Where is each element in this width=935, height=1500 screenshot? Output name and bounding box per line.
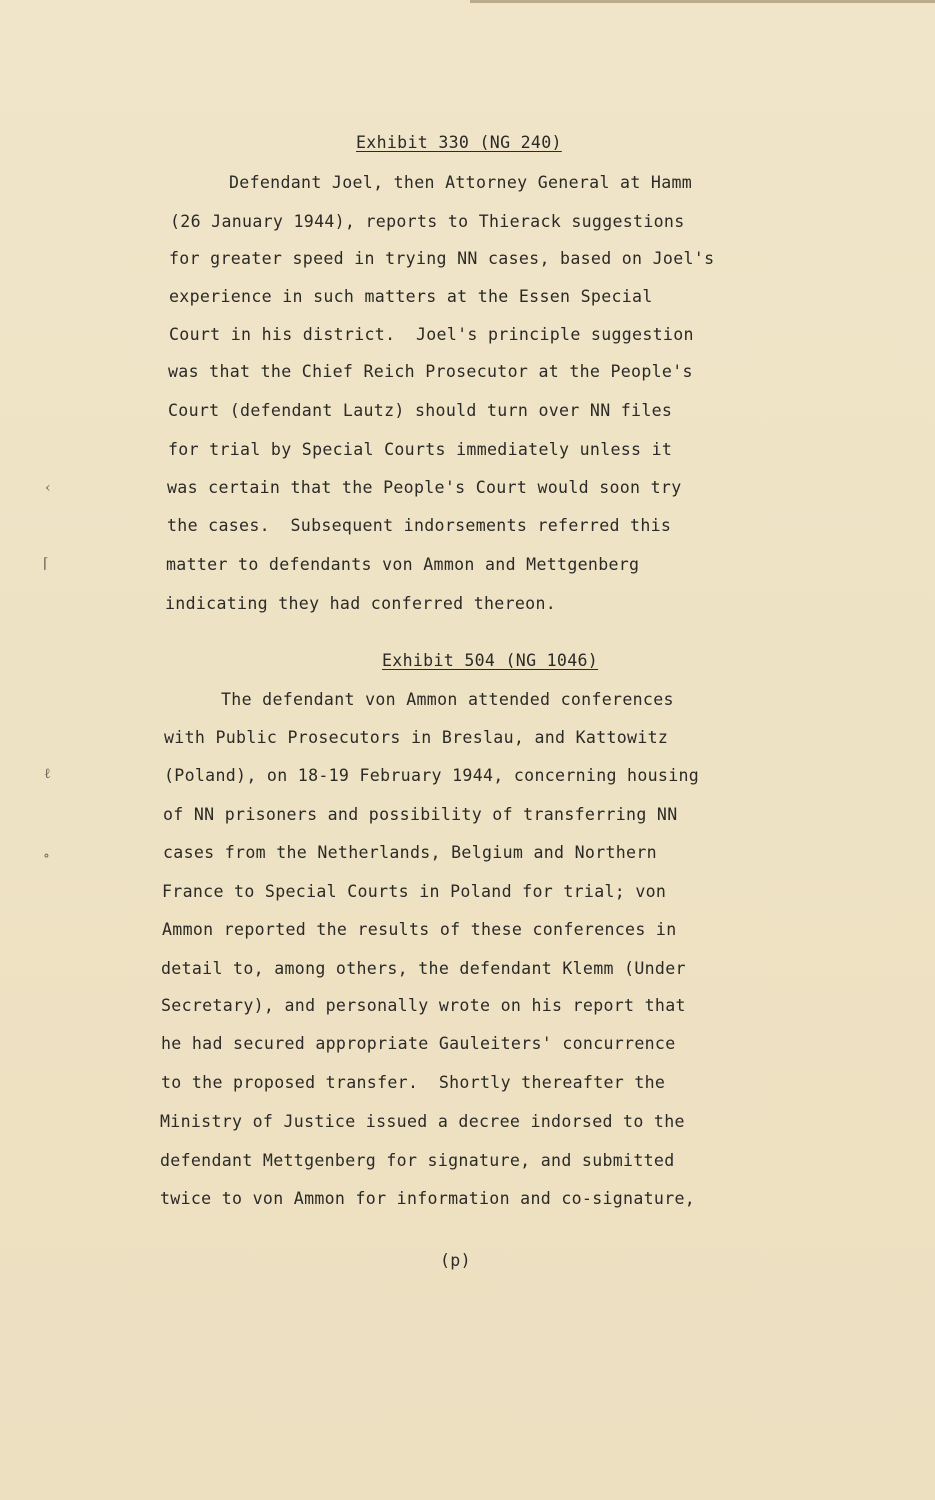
section1-line: Defendant Joel, then Attorney General at Hamm bbox=[229, 173, 693, 192]
section2-line: detail to, among others, the defendant Klemm (Under bbox=[161, 959, 686, 978]
section1-line: Court in his district. Joel's principle suggestion bbox=[169, 325, 694, 344]
margin-mark: ℓ bbox=[44, 766, 51, 782]
section1-line: (26 January 1944), reports to Thierack suggestions bbox=[170, 212, 685, 231]
section2-line: cases from the Netherlands, Belgium and Northern bbox=[163, 843, 657, 862]
page-number: (p) bbox=[440, 1251, 471, 1270]
section2-line: Ministry of Justice issued a decree indorsed to the bbox=[160, 1112, 685, 1131]
section1-line: experience in such matters at the Essen Special bbox=[169, 287, 653, 306]
section1-line: was certain that the People's Court would soon try bbox=[167, 478, 682, 497]
section2-line: of NN prisoners and possibility of transferring NN bbox=[163, 805, 678, 824]
section2-line: The defendant von Ammon attended conferences bbox=[221, 690, 674, 709]
section1-line: the cases. Subsequent indorsements referred this bbox=[167, 516, 672, 535]
section2-line: he had secured appropriate Gauleiters' concurrence bbox=[161, 1034, 676, 1053]
section1-line: Court (defendant Lautz) should turn over NN files bbox=[168, 401, 673, 420]
section2-line: with Public Prosecutors in Breslau, and Kattowitz bbox=[164, 728, 669, 747]
page-top-edge bbox=[470, 0, 935, 3]
exhibit-504-heading: Exhibit 504 (NG 1046) bbox=[382, 651, 599, 670]
section2-line: defendant Mettgenberg for signature, and submitted bbox=[160, 1151, 675, 1170]
section1-line: was that the Chief Reich Prosecutor at the People's bbox=[168, 362, 693, 381]
section1-line: matter to defendants von Ammon and Mettgenberg bbox=[166, 555, 640, 574]
margin-mark: ⌈ bbox=[43, 556, 49, 572]
section2-line: twice to von Ammon for information and co-signature, bbox=[160, 1189, 696, 1208]
exhibit-330-heading: Exhibit 330 (NG 240) bbox=[356, 133, 562, 152]
section1-line: for trial by Special Courts immediately unless it bbox=[168, 440, 673, 459]
section2-line: to the proposed transfer. Shortly thereafter the bbox=[161, 1073, 666, 1092]
margin-mark: ‹ bbox=[45, 480, 51, 496]
section1-line: indicating they had conferred thereon. bbox=[165, 594, 557, 613]
margin-mark: ∘ bbox=[43, 848, 50, 864]
section2-line: France to Special Courts in Poland for trial; von bbox=[162, 882, 667, 901]
section2-line: Secretary), and personally wrote on his report that bbox=[161, 996, 686, 1015]
section2-line: (Poland), on 18-19 February 1944, concerning housing bbox=[164, 766, 700, 785]
section2-line: Ammon reported the results of these conferences in bbox=[162, 920, 677, 939]
section1-line: for greater speed in trying NN cases, based on Joel's bbox=[169, 249, 715, 268]
